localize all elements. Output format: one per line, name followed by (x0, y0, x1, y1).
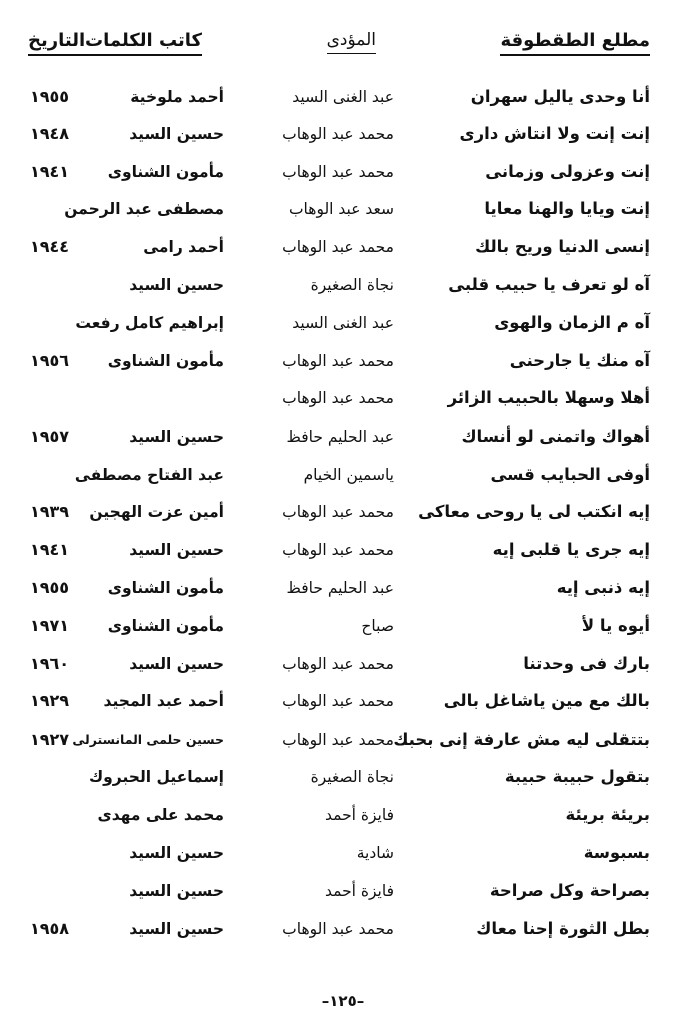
lyricist-cell: أحمد عبد المجيد (103, 692, 224, 710)
table-row (0, 535, 686, 565)
header-lyricist: كاتب الكلمات (85, 30, 202, 56)
singer-cell: عبد الحليم حافظ (286, 428, 394, 446)
table-row (0, 270, 686, 300)
table-row (0, 460, 686, 490)
singer-cell: محمد عبد الوهاب (282, 503, 394, 521)
date-cell: ١٩٤١ (30, 162, 70, 181)
date-cell: ١٩٥٨ (30, 919, 70, 938)
page-number: –١٢٥– (321, 992, 365, 1010)
singer-cell: ياسمين الخيام (303, 466, 394, 484)
table-row (0, 422, 686, 452)
table-row (0, 649, 686, 679)
lyricist-cell: إبراهيم كامل رفعت (75, 314, 224, 332)
song-opening-cell: آه م الزمان والهوى (494, 313, 650, 332)
singer-cell: فايزة أحمد (324, 806, 394, 824)
table-row (0, 876, 686, 906)
table-row (0, 383, 686, 413)
date-cell: ١٩٤٤ (30, 237, 70, 256)
lyricist-cell: حسين حلمى المانسترلى (72, 732, 224, 747)
date-cell: ١٩٥٥ (30, 87, 70, 106)
singer-cell: محمد عبد الوهاب (282, 389, 394, 407)
lyricist-cell: محمد على مهدى (97, 806, 224, 824)
table-row (0, 119, 686, 149)
lyricist-cell: مأمون الشناوى (107, 617, 224, 635)
singer-cell: عبد الغنى السيد (292, 88, 394, 106)
singer-cell: محمد عبد الوهاب (282, 920, 394, 938)
table-row (0, 497, 686, 527)
lyricist-cell: حسين السيد (129, 655, 224, 673)
song-opening-cell: بالك مع مين ياشاغل بالى (443, 691, 650, 710)
header-date: التاريخ (28, 30, 85, 56)
singer-cell: صباح (361, 617, 394, 635)
lyricist-cell: حسين السيد (129, 125, 224, 143)
song-opening-cell: بريئة بريئة (565, 805, 650, 824)
date-cell: ١٩٢٩ (30, 691, 70, 710)
lyricist-cell: مأمون الشناوى (107, 579, 224, 597)
song-opening-cell: آه لو تعرف يا حبيب قلبى (448, 275, 650, 294)
singer-cell: شادية (356, 844, 394, 862)
lyricist-cell: مصطفى عبد الرحمن (64, 200, 224, 218)
singer-cell: محمد عبد الوهاب (282, 238, 394, 256)
lyricist-cell: حسين السيد (129, 920, 224, 938)
singer-cell: محمد عبد الوهاب (282, 655, 394, 673)
date-cell: ١٩٧١ (30, 616, 70, 635)
song-opening-cell: أيوه يا لأ (581, 616, 650, 635)
singer-cell: عبد الغنى السيد (292, 314, 394, 332)
song-opening-cell: أنا وحدى ياليل سهران (470, 87, 650, 106)
lyricist-cell: عبد الفتاح مصطفى (74, 466, 224, 484)
date-cell: ١٩٤٨ (30, 124, 70, 143)
song-opening-cell: آه منك يا جارحنى (509, 351, 650, 370)
header-singer: المؤدى (327, 30, 376, 54)
singer-cell: فايزة أحمد (324, 882, 394, 900)
lyricist-cell: حسين السيد (129, 276, 224, 294)
date-cell: ١٩٦٠ (30, 654, 70, 673)
song-opening-cell: إيه انكتب لى يا روحى معاكى (418, 502, 650, 521)
song-opening-cell: إيه ذنبى إيه (556, 578, 650, 597)
song-opening-cell: أهلا وسهلا بالحبيب الزائر (447, 388, 650, 407)
song-opening-cell: إنت وعزولى وزمانى (485, 162, 650, 181)
date-cell: ١٩٣٩ (30, 502, 70, 521)
lyricist-cell: مأمون الشناوى (107, 352, 224, 370)
table-row (0, 82, 686, 112)
date-cell: ١٩٢٧ (30, 730, 70, 749)
lyricist-cell: حسين السيد (129, 428, 224, 446)
singer-cell: محمد عبد الوهاب (282, 541, 394, 559)
date-cell: ١٩٥٧ (30, 427, 70, 446)
lyricist-cell: حسين السيد (129, 541, 224, 559)
table-row (0, 838, 686, 868)
singer-cell: سعد عبد الوهاب (288, 200, 394, 218)
table-row (0, 573, 686, 603)
table-row (0, 914, 686, 944)
song-opening-cell: إنسى الدنيا وريح بالك (475, 237, 650, 256)
singer-cell: نجاة الصغيرة (310, 276, 394, 294)
date-cell: ١٩٥٦ (30, 351, 70, 370)
singer-cell: محمد عبد الوهاب (282, 125, 394, 143)
header-song-opening: مطلع الطقطوقة (500, 30, 650, 56)
table-row (0, 157, 686, 187)
table-row (0, 346, 686, 376)
table-row (0, 800, 686, 830)
date-cell: ١٩٤١ (30, 540, 70, 559)
song-opening-cell: إنت إنت ولا انتاش دارى (459, 124, 650, 143)
table-row (0, 232, 686, 262)
lyricist-cell: أحمد ملوخية (130, 88, 224, 106)
lyricist-cell: إسماعيل الحبروك (88, 768, 224, 786)
song-opening-cell: بارك فى وحدتنا (523, 654, 650, 673)
lyricist-cell: أحمد رامى (143, 238, 224, 256)
date-cell: ١٩٥٥ (30, 578, 70, 597)
singer-cell: محمد عبد الوهاب (282, 352, 394, 370)
singer-cell: نجاة الصغيرة (310, 768, 394, 786)
singer-cell: محمد عبد الوهاب (282, 163, 394, 181)
lyricist-cell: مأمون الشناوى (107, 163, 224, 181)
song-opening-cell: بسبوسة (583, 843, 650, 862)
song-opening-cell: إيه جرى يا قلبى إيه (492, 540, 650, 559)
table-row (0, 308, 686, 338)
table-row (0, 725, 686, 755)
singer-cell: عبد الحليم حافظ (286, 579, 394, 597)
table-row (0, 762, 686, 792)
song-opening-cell: بطل الثورة إحنا معاك (476, 919, 650, 938)
song-opening-cell: بصراحة وكل صراحة (489, 881, 650, 900)
lyricist-cell: أمين عزت الهجين (89, 503, 224, 521)
song-opening-cell: أوفى الحبايب قسى (490, 465, 650, 484)
song-opening-cell: بتتقلى ليه مش عارفة إنى بحبك (393, 730, 650, 749)
table-row (0, 686, 686, 716)
lyricist-cell: حسين السيد (129, 882, 224, 900)
song-opening-cell: أهواك واتمنى لو أنساك (461, 427, 650, 446)
singer-cell: محمد عبد الوهاب (282, 692, 394, 710)
singer-cell: محمد عبد الوهاب (282, 731, 394, 749)
table-row (0, 194, 686, 224)
song-opening-cell: بتقول حبيبة حبيبة (504, 767, 650, 786)
table-row (0, 611, 686, 641)
song-opening-cell: إنت ويايا والهنا معايا (484, 199, 650, 218)
lyricist-cell: حسين السيد (129, 844, 224, 862)
